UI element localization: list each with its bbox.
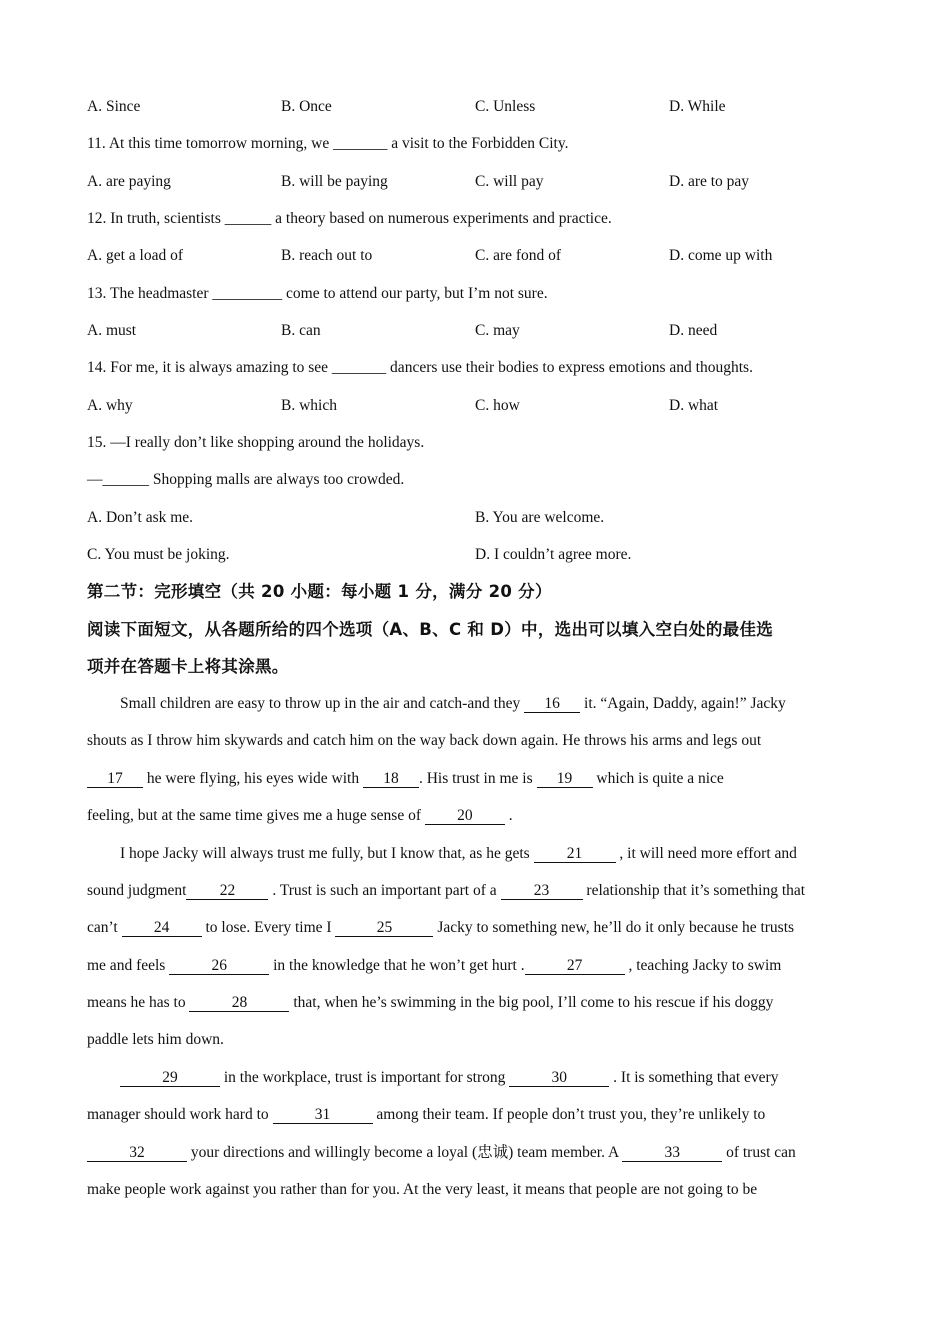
- q13-option-b: B. can: [281, 322, 321, 339]
- blank-31[interactable]: 31: [273, 1107, 373, 1124]
- passage-line: shouts as I throw him skywards and catch him on the way back down again. He throws his arms and legs out: [87, 732, 762, 749]
- blank-18[interactable]: 18: [363, 771, 419, 788]
- blank-33[interactable]: 33: [622, 1145, 722, 1162]
- q10-option-d: D. While: [669, 98, 726, 115]
- passage-line: paddle lets him down.: [87, 1031, 224, 1048]
- q11-option-a: A. are paying: [87, 173, 171, 190]
- q10-option-c: C. Unless: [475, 98, 536, 115]
- section-instruction-2: 项并在答题卡上将其涂黑。: [87, 657, 289, 676]
- blank-16[interactable]: 16: [524, 696, 580, 713]
- q10-option-b: B. Once: [281, 98, 332, 115]
- q14-option-c: C. how: [475, 397, 520, 414]
- q14-option-d: D. what: [669, 397, 719, 414]
- passage-line: 17 he were flying, his eyes wide with 18 . His trust in me is 19 which is quite a nice: [87, 769, 724, 789]
- q12-option-c: C. are fond of: [475, 247, 562, 264]
- q11-option-d: D. are to pay: [669, 173, 750, 190]
- q15-stem: 15. —I really don’t like shopping around the holidays.: [87, 434, 425, 451]
- blank-28[interactable]: 28: [189, 995, 289, 1012]
- blank-27[interactable]: 27: [525, 958, 625, 975]
- passage-line: means he has to 28 that, when he’s swimming in the big pool, I’ll come to his rescue if his doggy: [87, 994, 774, 1011]
- blank-25[interactable]: 25: [335, 920, 433, 937]
- q12-stem: 12. In truth, scientists ______ a theory based on numerous experiments and practice.: [87, 210, 612, 227]
- q15-option-d: D. I couldn’t agree more.: [475, 546, 632, 563]
- q14-stem: 14. For me, it is always amazing to see _______ dancers use their bodies to express emotions and thoughts.: [87, 359, 753, 376]
- blank-24[interactable]: 24: [122, 920, 202, 937]
- q15-option-b: B. You are welcome.: [475, 509, 605, 526]
- q12-option-b: B. reach out to: [281, 247, 373, 264]
- q12-option-d: D. come up with: [669, 247, 773, 264]
- passage-line: 29 in the workplace, trust is important for strong 30 . It is something that every: [120, 1068, 778, 1088]
- passage-line: manager should work hard to 31 among their team. If people don’t trust you, they’re unlikely to: [87, 1106, 766, 1123]
- blank-21[interactable]: 21: [534, 846, 616, 863]
- blank-32[interactable]: 32: [87, 1145, 187, 1162]
- q14-option-b: B. which: [281, 397, 337, 414]
- blank-30[interactable]: 30: [509, 1070, 609, 1087]
- q10-option-a: A. Since: [87, 98, 141, 115]
- blank-20[interactable]: 20: [425, 808, 505, 825]
- passage-line: me and feels 26 in the knowledge that he won’t get hurt . 27 , teaching Jacky to swim: [87, 957, 782, 974]
- blank-26[interactable]: 26: [169, 958, 269, 975]
- q13-option-a: A. must: [87, 322, 137, 339]
- section-title: 第二节：完形填空（共 20 小题：每小题 1 分，满分 20 分）: [87, 582, 552, 601]
- blank-22[interactable]: 22: [186, 883, 268, 900]
- blank-19[interactable]: 19: [537, 771, 593, 788]
- q13-option-d: D. need: [669, 322, 718, 339]
- q15-reply: —______ Shopping malls are always too crowded.: [87, 471, 405, 488]
- q14-option-a: A. why: [87, 397, 133, 414]
- passage-line: sound judgment 22 . Trust is such an important part of a 23 relationship that it’s something that: [87, 882, 806, 899]
- passage-line: Small children are easy to throw up in the air and catch-and they 16 it. “Again, Daddy, again!” Jacky: [120, 695, 786, 712]
- passage-line: feeling, but at the same time gives me a huge sense of 20 .: [87, 807, 513, 824]
- blank-17[interactable]: 17: [87, 771, 143, 788]
- q11-option-c: C. will pay: [475, 173, 544, 190]
- q13-option-c: C. may: [475, 322, 520, 339]
- passage-line: 32 your directions and willingly become a loyal (忠诚) team member. A 33 of trust can: [87, 1143, 796, 1163]
- section-instruction-1: 阅读下面短文，从各题所给的四个选项（A、B、C 和 D）中，选出可以填入空白处的最佳选: [87, 620, 774, 639]
- q11-option-b: B. will be paying: [281, 173, 388, 190]
- q13-stem: 13. The headmaster _________ come to attend our party, but I’m not sure.: [87, 285, 548, 302]
- blank-29[interactable]: 29: [120, 1070, 220, 1087]
- q15-option-c: C. You must be joking.: [87, 546, 230, 563]
- passage-line: can’t 24 to lose. Every time I 25 Jacky to something new, he’ll do it only because he trusts: [87, 919, 795, 936]
- passage-line: make people work against you rather than for you. At the very least, it means that people are not going to be: [87, 1181, 758, 1198]
- blank-23[interactable]: 23: [501, 883, 583, 900]
- q12-option-a: A. get a load of: [87, 247, 183, 264]
- q15-option-a: A. Don’t ask me.: [87, 509, 194, 526]
- passage-line: I hope Jacky will always trust me fully, but I know that, as he gets 21 , it will need more effort and: [120, 845, 797, 862]
- q11-stem: 11. At this time tomorrow morning, we _______ a visit to the Forbidden City.: [87, 135, 569, 152]
